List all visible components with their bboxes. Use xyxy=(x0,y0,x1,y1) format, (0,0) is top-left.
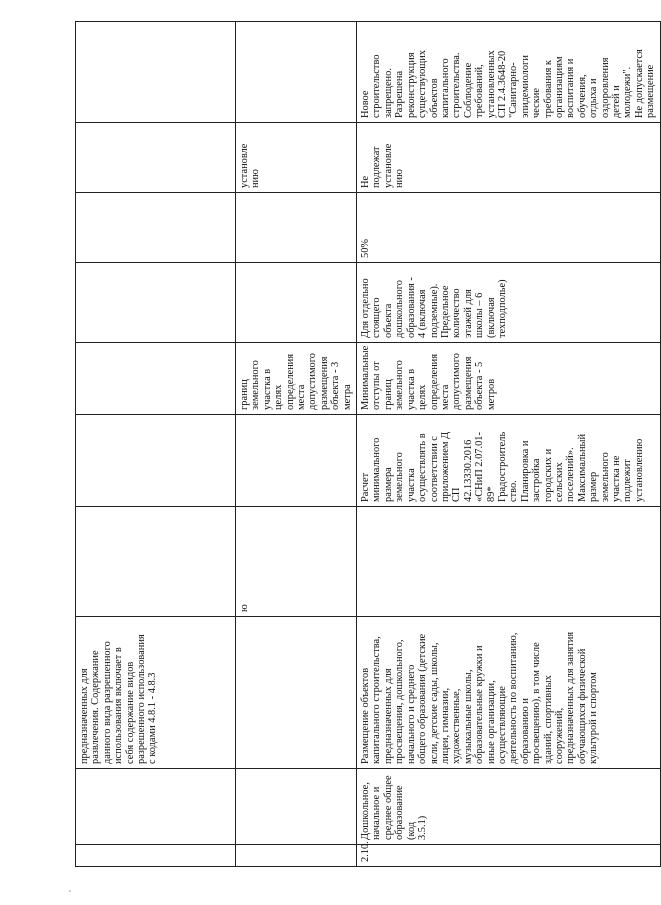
scan-speck xyxy=(69,890,71,892)
rotated-table-sheet xyxy=(75,22,657,867)
cell-use-name: Дошкольное, начальное и среднее общее образование (код 3.5.1) xyxy=(357,769,661,845)
table-row xyxy=(357,22,661,867)
cell-height: Для отдельно стоящего объекта дошкольного образования - 4 (включая подземные). Предельное количество этажей для школы – 6 (включая техподполье) xyxy=(357,263,661,343)
cell-use-description: Размещение объектов капитального строительства, предназначенных для просвещения, дошкольного, начального и среднего общего образования (детские ясли, детские сады, школы, лицеи, гимназии, художественные, музыкальные школы, образовательные кружки и иные организации, осуществляющие деятельность по воспитанию, образованию и просвещению), в том числе зданий, спортивных сооружений, предназначенных для занятия обучающихся физической культурой и спортом xyxy=(357,617,661,769)
cell-min-size xyxy=(76,415,236,507)
cell-height xyxy=(76,263,236,343)
cell-extra: установле нию xyxy=(236,123,357,193)
cell-note xyxy=(236,22,357,123)
cell-height xyxy=(236,263,357,343)
cell-code: ю xyxy=(236,507,357,617)
cell-extra: Не подлежат установле нию xyxy=(357,123,661,193)
cell-indents: границ земельного участка в целях определения места допустимого размещения объекта - 3 метра xyxy=(236,343,357,415)
cell-indents xyxy=(76,343,236,415)
cell-percent xyxy=(236,193,357,263)
table-row xyxy=(76,22,236,867)
cell-min-size xyxy=(236,415,357,507)
cell-number xyxy=(76,845,236,867)
cell-number: 2.10. xyxy=(357,845,661,867)
cell-use-name xyxy=(236,769,357,845)
cell-note: Новое строительство запрещено. Разрешена реконструкция существующих объектов капитального строительства. Соблюдение требований, установленных СП 2.4.3648-20 "Санитарно- эпидемиологи ческие требования к организациям воспитания и обучения, отдыха и оздоровления детей и молодежи". Не допускается размещение xyxy=(357,22,661,123)
cell-number xyxy=(236,845,357,867)
cell-use-description xyxy=(236,617,357,769)
table-row xyxy=(236,22,357,867)
cell-code xyxy=(76,507,236,617)
cell-percent xyxy=(76,193,236,263)
cell-note xyxy=(76,22,236,123)
cell-percent: 50% xyxy=(357,193,661,263)
cell-extra xyxy=(76,123,236,193)
cell-min-size: Расчет минимального размера земельного участка осуществлять в соответствии с приложением Д СП 42.13330.2016 «СНиП 2.07.01- 89* Градостроитель ство. Планировка и застройка городских и сельских поселений». Максимальный размер земельного участка не подлежит установлению xyxy=(357,415,661,507)
cell-use-name xyxy=(76,769,236,845)
cell-use-description: предназначенных для развлечения. Содержание данного вида разрешенного использования включает в себя содержание видов разрешенного использования с кодами 4.8.1 - 4.8.3 xyxy=(76,617,236,769)
regulations-table xyxy=(75,21,661,867)
cell-code xyxy=(357,507,661,617)
cell-indents: Минимальные отступы от границ земельного участка в целях определения места допустимого размещения объекта - 5 метров xyxy=(357,343,661,415)
